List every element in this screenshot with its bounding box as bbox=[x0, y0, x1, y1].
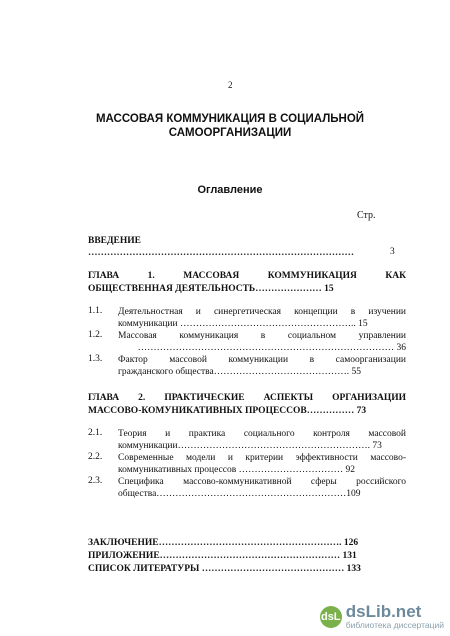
dslib-logo-text bbox=[346, 603, 444, 630]
conclusion-entry: ЗАКЛЮЧЕНИЕ…………………………………………………. 126 bbox=[88, 538, 359, 548]
page-column-label: Стр. bbox=[357, 210, 376, 221]
bibliography-entry: СПИСОК ЛИТЕРАТУРЫ ……………………………………… 133 bbox=[88, 564, 361, 574]
intro-page: 3 bbox=[390, 247, 395, 257]
document-title-line1: МАССОВАЯ КОММУНИКАЦИЯ В СОЦИАЛЬНОЙ bbox=[95, 113, 365, 125]
toc-item-line: Теория и практика социального контроля массовой bbox=[118, 429, 406, 439]
chapter2-heading-line2: МАССОВО-КОМУНИКАТИВНЫХ ПРОЦЕССОВ…………… 73 bbox=[88, 406, 367, 416]
toc-item-number: 2.2. bbox=[88, 452, 103, 462]
dslib-name: dsLib.net bbox=[345, 602, 422, 621]
toc-item-line: гражданского общества……………………………………. 55 bbox=[118, 367, 361, 377]
toc-item-number: 2.3. bbox=[88, 476, 103, 486]
appendix-entry: ПРИЛОЖЕНИЕ………………………………………………… 131 bbox=[88, 551, 357, 561]
toc-item-number: 1.3. bbox=[88, 354, 103, 364]
toc-item-line: Массовая коммуникация в социальном управлении bbox=[118, 331, 406, 341]
chapter1-heading-line2: ОБЩЕСТВЕННАЯ ДЕЯТЕЛЬНОСТЬ………………… 15 bbox=[88, 284, 334, 294]
chapter1-heading-line1: ГЛАВА 1. МАССОВАЯ КОММУНИКАЦИЯ КАК bbox=[88, 271, 406, 281]
page-number: 2 bbox=[228, 80, 233, 90]
toc-item-number: 2.1. bbox=[88, 428, 103, 438]
toc-item-line: общества……………………………………………………109 bbox=[118, 489, 361, 499]
toc-heading: Оглавление bbox=[197, 184, 263, 196]
toc-item bbox=[118, 330, 406, 354]
dslib-tagline: библиотека диссертаций bbox=[345, 620, 444, 630]
toc-item-line: коммуникации ……………………………………………….. 15 bbox=[118, 319, 368, 329]
intro-dots: ………………………………………………………………………… bbox=[88, 248, 354, 258]
toc-item bbox=[118, 452, 406, 476]
document-title-line2: САМООРГАНИЗАЦИИ bbox=[168, 127, 292, 139]
toc-item-line: коммуникации……………………………………………………. 73 bbox=[118, 441, 382, 451]
toc-item bbox=[118, 428, 406, 452]
toc-item-line: ……………………………………………………………………… 36 bbox=[137, 343, 406, 353]
dslib-logo-icon: dsL bbox=[320, 606, 342, 628]
dslib-watermark bbox=[320, 603, 444, 630]
toc-item-line: Специфика массово-коммуникативной сферы российского bbox=[118, 477, 406, 487]
toc-item-number: 1.1. bbox=[88, 306, 103, 316]
chapter2-heading-line1: ГЛАВА 2. ПРАКТИЧЕСКИЕ АСПЕКТЫ ОРГАНИЗАЦИИ bbox=[88, 393, 406, 403]
toc-item-line: Фактор массовой коммуникации в самоорганизации bbox=[118, 355, 406, 365]
intro-label: ВВЕДЕНИЕ bbox=[88, 236, 141, 246]
toc-item-line: Современные модели и критерии эффективности массово- bbox=[118, 453, 406, 463]
toc-item-number: 1.2. bbox=[88, 330, 103, 340]
toc-item bbox=[118, 306, 406, 330]
toc-item bbox=[118, 476, 406, 500]
toc-item-line: Деятельностная и синергетическая концепции в изучении bbox=[118, 307, 406, 317]
toc-item-line: коммуникативных процессов …………………………… 92 bbox=[118, 465, 355, 475]
toc-item bbox=[118, 354, 406, 378]
